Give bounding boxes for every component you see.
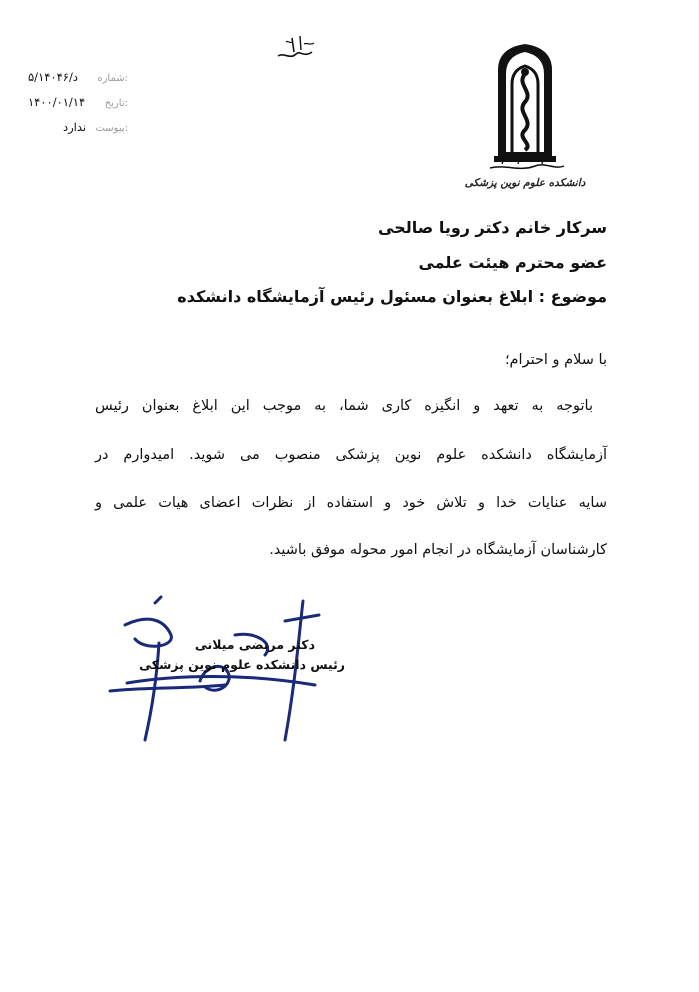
organization-name: دانشکده علوم نوین پزشکی — [464, 177, 586, 189]
signature-block — [105, 595, 345, 745]
letter-subject: موضوع : ابلاغ بعنوان مسئول رئیس آزمایشگاه دانشکده — [177, 287, 607, 306]
letter-date-label: تاریخ: — [104, 98, 128, 109]
invocation-mark — [270, 30, 320, 64]
recipient-title: عضو محترم هیئت علمی — [418, 253, 607, 272]
signer-name: دکتر مرتضی میلانی — [194, 637, 315, 652]
letter-number-row — [28, 70, 128, 88]
greeting: با سلام و احترام؛ — [504, 352, 607, 368]
recipient-name: سرکار خانم دکتر رویا صالحی — [378, 218, 607, 237]
body-line-4: کارشناسان آزمایشگاه در انجام امور محوله موفق باشید. — [269, 542, 607, 558]
body-line-2: آزمایشگاه دانشکده علوم نوین پزشکی منصوب می شوید. امیدوارم در — [95, 447, 607, 463]
letter-date-value: ۱۴۰۰/۰۱/۱۴ — [28, 95, 86, 109]
letter-attachment-label: پیوست: — [95, 123, 128, 134]
letter-attachment-value: ندارد — [63, 120, 87, 134]
letter-number-value: ۵/د/۱۴۰۴۶ — [28, 70, 78, 84]
university-logo — [450, 40, 600, 200]
letter-attachment-row — [28, 120, 128, 138]
letter-date-row — [28, 95, 128, 113]
signer-position: رئیس دانشکده علوم نوین پزشکی — [139, 657, 345, 672]
logo-emblem-icon — [450, 40, 600, 175]
body-line-3: سایه عنایات خدا و تلاش خود و استفاده از نظرات اعضای هیات علمی و — [95, 495, 607, 511]
letter-number-label: شماره: — [97, 73, 128, 84]
body-line-1: باتوجه به تعهد و انگیزه کاری شما، به موجب این ابلاغ بعنوان رئیس — [95, 398, 593, 414]
